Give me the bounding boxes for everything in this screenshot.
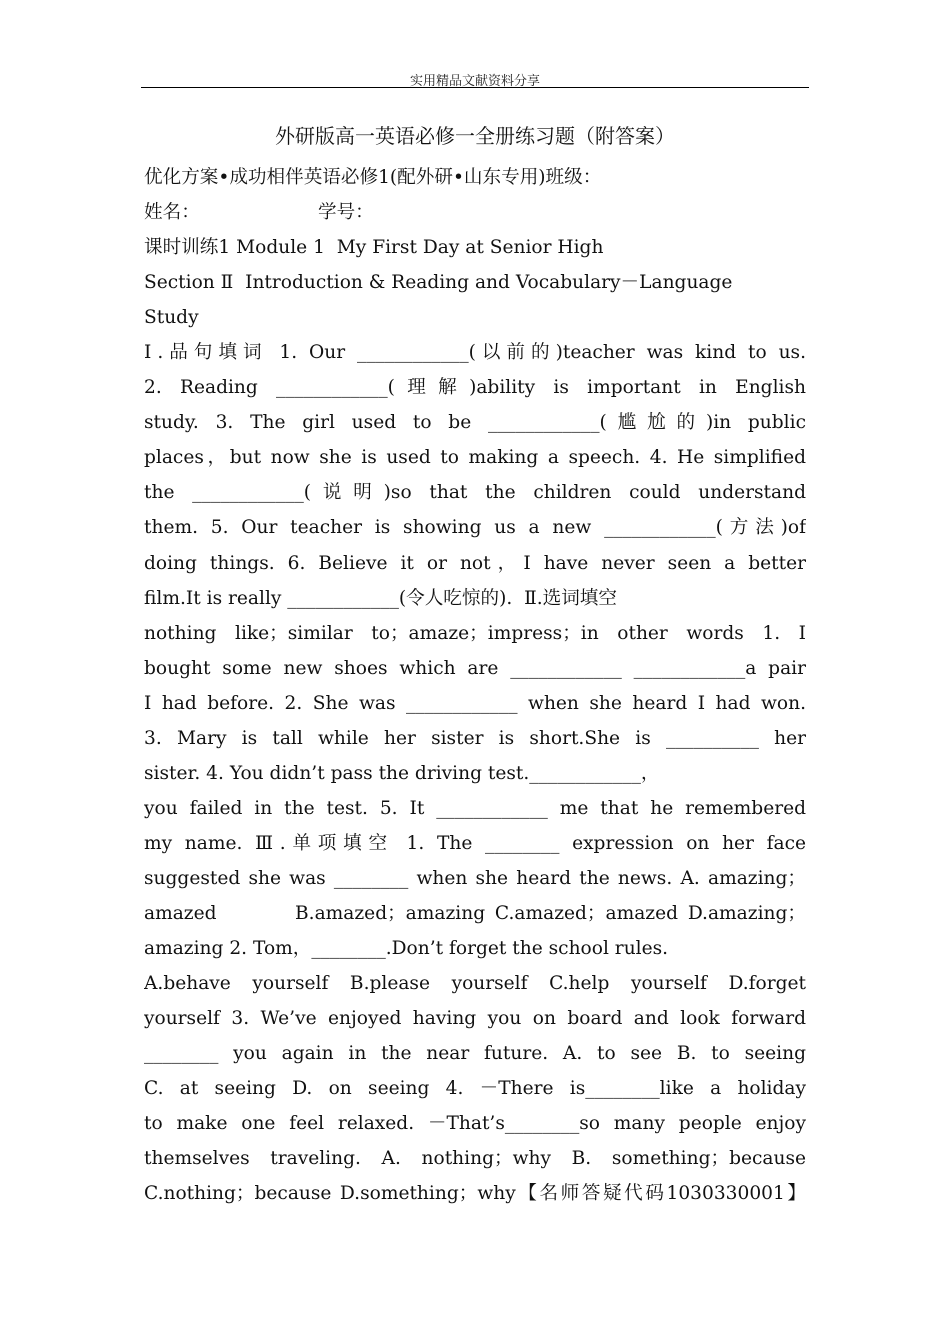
- text-line: C.nothing；because D.something；why【名师答疑代码1030330001】: [144, 1183, 806, 1205]
- text-line: Study: [144, 307, 199, 329]
- text-line: A.behave yourself B.please yourself C.help yourself D.forget: [144, 973, 806, 995]
- text-line: 3. Mary is tall while her sister is short.She is __________ her: [144, 727, 806, 749]
- text-line: Section Ⅱ Introduction & Reading and Vocabulary－Language: [144, 272, 733, 294]
- text-line: 课时训练1 Module 1 My First Day at Senior High: [144, 237, 604, 259]
- header-rule: [141, 87, 809, 88]
- text-line: film.It is really ____________(令人吃惊的). Ⅱ.选词填空: [144, 587, 617, 609]
- text-line: C. at seeing D. on seeing 4. －There is________like a holiday: [144, 1078, 806, 1100]
- text-line: I had before. 2. She was ____________ when she heard I had won.: [144, 692, 806, 714]
- text-line: 优化方案•成功相伴英语必修1(配外研•山东专用)班级：: [144, 167, 602, 188]
- text-line: 姓名： 学号：: [144, 202, 374, 224]
- text-line: the ____________(说明)so that the children could understand: [144, 482, 806, 504]
- text-line: to make one feel relaxed. －That’s________so many people enjoy: [144, 1113, 806, 1135]
- text-line: my name. Ⅲ.单项填空 1. The ________ expression on her face: [144, 832, 806, 854]
- text-line: yourself 3. We’ve enjoyed having you on board and look forward: [144, 1008, 806, 1030]
- document-title: 外研版高一英语必修一全册练习题（附答案）: [275, 124, 675, 148]
- text-line: 2. Reading ____________(理解)ability is important in English: [144, 377, 806, 399]
- text-line: Ⅰ.品句填词 1. Our ____________(以前的)teacher was kind to us.: [144, 342, 806, 364]
- text-line: nothing like；similar to；amaze；impress；in other words 1. I: [144, 622, 806, 644]
- text-line: sister. 4. You didn’t pass the driving test.____________，: [144, 762, 660, 784]
- text-line: amazed B.amazed；amazing C.amazed；amazed D.amazing；: [144, 902, 806, 924]
- text-line: suggested she was ________ when she heard the news. A. amazing；: [144, 867, 806, 889]
- text-line: them. 5. Our teacher is showing us a new ____________(方法)of: [144, 517, 806, 539]
- header-text: 实用精品文献资料分享: [409, 74, 540, 89]
- document-body: [144, 160, 806, 1211]
- text-line: doing things. 6. Believe it or not，I have never seen a better: [144, 552, 806, 574]
- text-line: ________ you again in the near future. A. to see B. to seeing: [144, 1043, 806, 1065]
- text-line: bought some new shoes which are ____________ ____________a pair: [144, 657, 806, 679]
- text-line: themselves traveling. A. nothing；why B. something；because: [144, 1148, 806, 1170]
- text-line: study. 3. The girl used to be ____________(尴尬的)in public: [144, 412, 806, 434]
- text-line: you failed in the test. 5. It ____________ me that he remembered: [144, 797, 806, 819]
- text-line: amazing 2. Tom，________.Don’t forget the school rules.: [144, 938, 669, 960]
- text-line: places，but now she is used to making a speech. 4. He simplified: [144, 447, 806, 469]
